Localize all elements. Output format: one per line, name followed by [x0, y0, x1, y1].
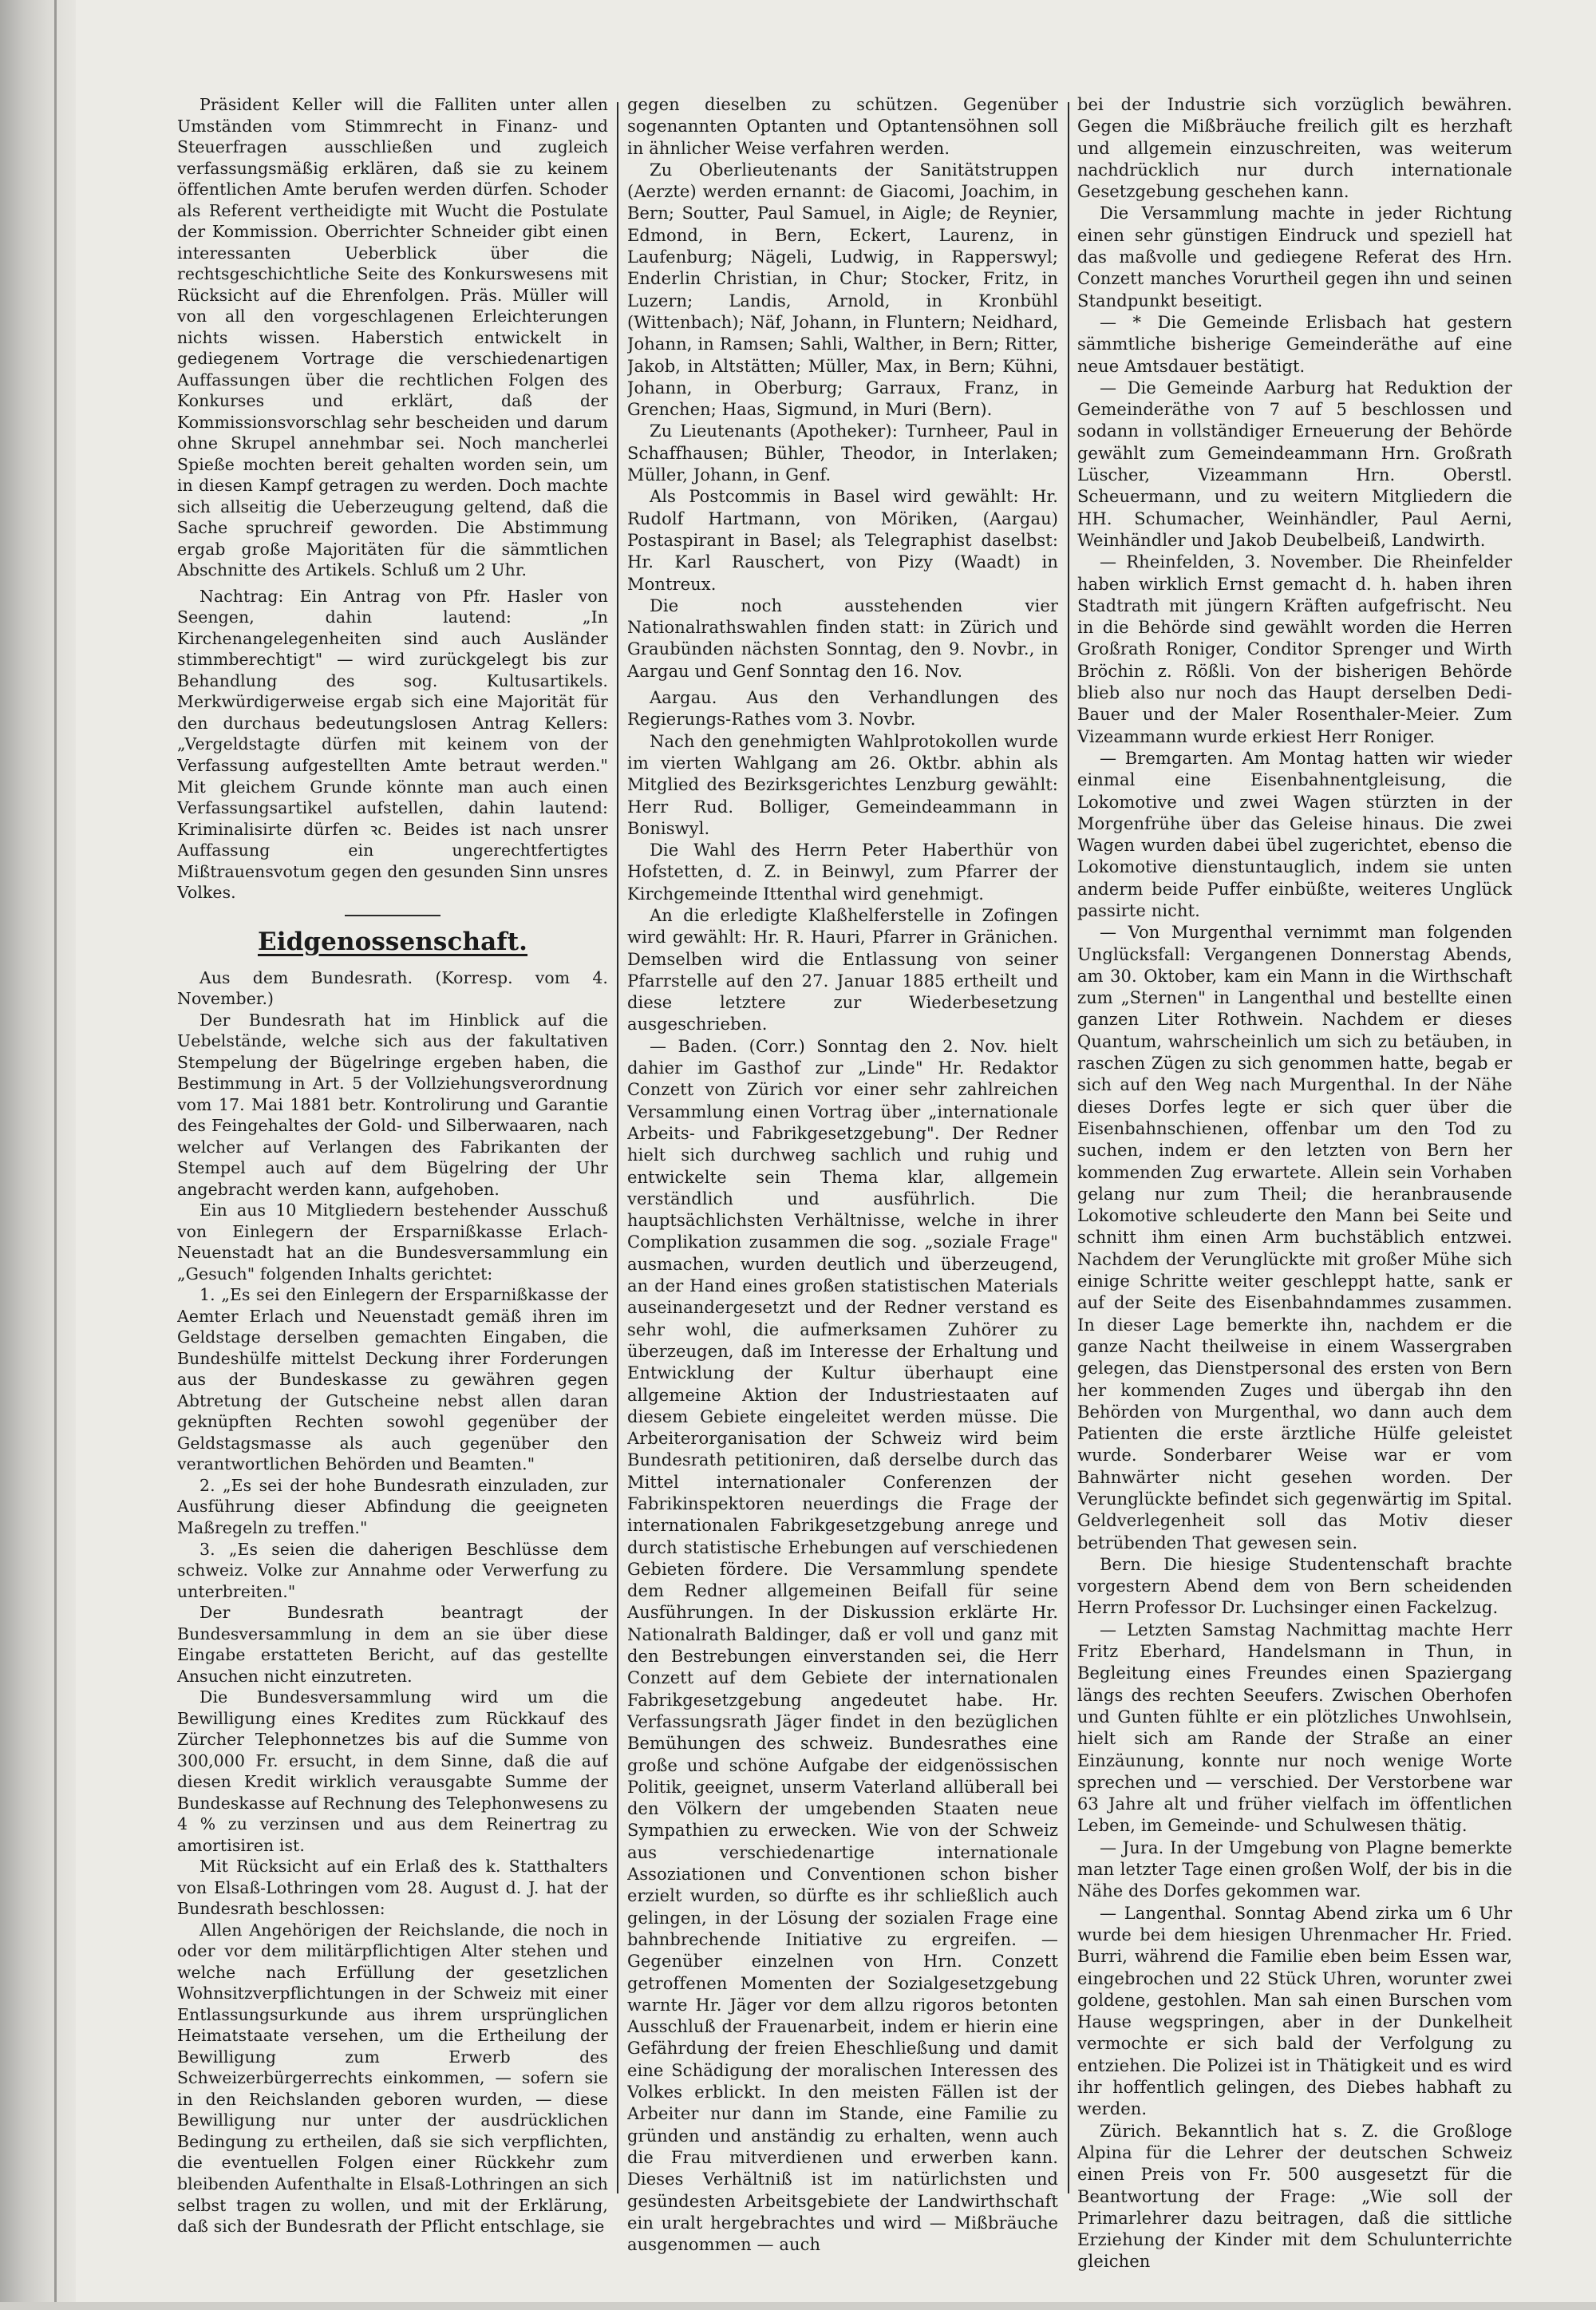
article-paragraph: gegen dieselben zu schützen. Gegenüber sogenannten Optanten und Optantensöhnen soll in ähnlicher Weise verfahren werden. [627, 95, 1058, 158]
article-paragraph: — Baden. (Corr.) Sonntag den 2. Nov. hielt dahier im Gasthof zur „Linde" Hr. Redaktor Conzett von Zürich vor einer sehr zahlreichen Versammlung einen Vortrag über „internationale Arbeits- und Fabrikgesetzgebung". Der Redner hielt sich durchweg sachlich und ruhig und entwickelte sein Thema klar, allgemein verständlich und ausführlich. Die hauptsächlichsten Verhältnisse, welche in ihrer Complikation zusammen die sog. „soziale Frage" ausmachen, wurden deutlich und überzeugend, an der Hand eines großen statistischen Materials auseinandergesetzt und der Redner verstand es sehr wohl, die aufmerksamen Zuhörer zu überzeugen, daß im Interesse der Erhaltung und Entwicklung der Kultur überhaupt eine allgemeine Aktion der Industriestaaten auf diesem Gebiete eingeleitet werden müsse. Die Arbeiterorganisation der Schweiz wird beim Bundesrath petitioniren, daß derselbe durch das Mittel internationaler Conferenzen der Fabrikinspektoren neuerdings die Frage der internationalen Fabrikgesetzgebung anrege und durch statistische Erhebungen auf verschiedenen Gebieten fördere. Die Versammlung spendete dem Redner allgemeinen Beifall für seine Ausführungen. In der Diskussion erklärte Hr. Nationalrath Baldinger, daß er voll und ganz mit den Bestrebungen einverstanden sei, die Herr Conzett auf dem Gebiete der internationalen Fabrikgesetzgebung angedeutet habe. Hr. Verfassungsrath Jäger findet in den bezüglichen Bemühungen des schweiz. Bundesrathes eine große und schöne Aufgabe der eidgenössischen Politik, geeignet, unserm Vaterland allüberall bei den Völkern der umgebenden Staaten neue Sympathien zu erwecken. Wie von der Schweiz aus verschiedenartige internationale Assoziationen und Conventionen schon bisher erzielt wurden, so dürfte es ihr schließlich auch gelingen, in der Lösung der sozialen Frage eine bahnbrechende Initiative zu ergreifen. — Gegenüber einzelnen von Hrn. Conzett getroffenen Momenten der Sozialgesetzgebung warnte Hr. Jäger vor dem allzu rigoros betonten Ausschluß der Frauenarbeit, indem er hierin eine Gefährdung der freien Eheschließung und damit eine Schädigung der moralischen Interessen des Volkes erblickt. In den meisten Fällen ist der Arbeiter nur dann im Stande, eine Familie zu gründen und anständig zu erhalten, wenn auch die Frau mitverdienen und erwerben kann. Dieses Verhältniß ist im natürlichsten und gesündesten Arbeitsgebiete der Landwirthschaft ein uralt hergebrachtes und wird — Mißbräuche ausgenommen — auch [627, 1036, 1058, 2255]
section-divider [345, 915, 440, 916]
article-paragraph: Der Bundesrath beantragt der Bundesversammlung in dem an sie über diese Eingabe erstatteten Bericht, auf das gestellte Ansuchen nicht einzutreten. [177, 1603, 608, 1686]
article-paragraph: Als Postcommis in Basel wird gewählt: Hr. Rudolf Hartmann, von Möriken, (Aargau) Postaspirant in Basel; als Telegraphist daselbst: Hr. Karl Rauschert, von Pizy (Waadt) in Montreux. [627, 487, 1058, 594]
article-paragraph: Aargau. Aus den Verhandlungen des Regierungs-Rathes vom 3. Novbr. [627, 688, 1058, 730]
article-paragraph: Die noch ausstehenden vier Nationalrathswahlen finden statt: in Zürich und Graubünden nächsten Sonntag, den 9. Novbr., in Aargau und Genf Sonntag den 16. Nov. [627, 595, 1058, 681]
article-paragraph: bei der Industrie sich vorzüglich bewähren. Gegen die Mißbräuche freilich gilt es herzhaft und allgemein einzuschreiten, was weiterum nachdrücklich nur durch internationale Gesetzgebung geschehen kann. [1077, 95, 1512, 202]
article-paragraph: Zu Lieutenants (Apotheker): Turnheer, Paul in Schaffhausen; Bühler, Theodor, in Interlaken; Müller, Johann, in Genf. [627, 421, 1058, 485]
article-paragraph: Präsident Keller will die Falliten unter allen Umständen vom Stimmrecht in Finanz- und Steuerfragen ausschließen und zugleich verfassungsmäßig erklären, daß sie zu keinem öffentlichen Amte berufen werden dürfen. Schoder als Referent vertheidigte mit Wucht die Postulate der Kommission. Oberrichter Schneider gibt einen interessanten Ueberblick über die rechtsgeschichtliche Seite des Konkurswesens mit Rücksicht auf die Ehrenfolgen. Präs. Müller will von all den vorgeschlagenen Erleichterungen nichts wissen. Haberstich entwickelt in gediegenem Vortrage die verschiedenartigen Auffassungen über die rechtlichen Folgen des Konkurses und erklärt, daß der Kommissionsvorschlag sehr bescheiden und darum ohne Skrupel annehmbar sei. Noch mancherlei Spieße mochten bereit gehalten worden sein, um in diesen Kampf getragen zu werden. Doch machte sich allseitig die Ueberzeugung geltend, daß die Sache spruchreif geworden. Die Abstimmung ergab große Majoritäten für die sämmtlichen Abschnitte des Artikels. Schluß um 2 Uhr. [177, 95, 608, 580]
article-paragraph: — Langenthal. Sonntag Abend zirka um 6 Uhr wurde bei dem hiesigen Uhrenmacher Hr. Fried. Burri, während die Familie eben beim Essen war, eingebrochen und 22 Stück Uhren, worunter zwei goldene, gestohlen. Man sah einen Burschen vom Hause wegspringen, aber in der Dunkelheit vermochte er sich bald der Verfolgung zu entziehen. Die Polizei ist in Thätigkeit und es wird ihr hoffentlich gelingen, des Diebes habhaft zu werden. [1077, 1903, 1512, 2119]
article-paragraph: Die Versammlung machte in jeder Richtung einen sehr günstigen Eindruck und speziell hat das maßvolle und gediegene Referat des Hrn. Conzett manches Vorurtheil gegen ihn und seinen Standpunkt beseitigt. [1077, 204, 1512, 311]
page-binding-edge [0, 0, 76, 2310]
article-paragraph: — Rheinfelden, 3. November. Die Rheinfelder haben wirklich Ernst gemacht d. h. haben ihren Stadtrath mit jüngern Kräften aufgefrischt. Neu in die Behörde sind gewählt worden die Herren Großrath Roniger, Conditor Sprenger und Wirth Bröchin z. Rößli. Von der bisherigen Behörde blieb also nur noch das Haupt derselben Dedi-Bauer und der Maler Rosenthaler-Meier. Zum Vizeammann wurde erkiest Herr Roniger. [1077, 552, 1512, 746]
article-paragraph: Die Wahl des Herrn Peter Haberthür von Hofstetten, d. Z. in Beinwyl, zum Pfarrer der Kirchgemeinde Ittenthal wird genehmigt. [627, 841, 1058, 904]
newspaper-column-1 [177, 94, 608, 2281]
article-paragraph: Mit Rücksicht auf ein Erlaß des k. Statthalters von Elsaß-Lothringen vom 28. August d. J. hat der Bundesrath beschlossen: [177, 1857, 608, 1919]
article-paragraph: Nachtrag: Ein Antrag von Pfr. Hasler von Seengen, dahin lautend: „In Kirchenangelegenheiten sind auch Ausländer stimmberechtigt" — wird zurückgelegt bis zur Behandlung des sog. Kultusartikels. Merkwürdigerweise ergab sich eine Majorität für den durchaus bedeutungslosen Antrag Kellers: „Vergeldstagte dürfen mit keinem von der Verfassung aufgestellten Amte betraut werden." Mit gleichem Grunde könnte man auch einen Verfassungsartikel aufstellen, dahin lautend: Kriminalisirte dürfen ꝛc. Beides ist nach unsrer Auffassung ein ungerechtfertigtes Mißtrauensvotum gegen den gesunden Sinn unsres Volkes. [177, 586, 608, 903]
article-paragraph: Der Bundesrath hat im Hinblick auf die Uebelstände, welche sich aus der fakultativen Stempelung der Bügelringe ergeben haben, die Bestimmung in Art. 5 der Vollziehungsverordnung vom 17. Mai 1881 betr. Kontrolirung und Garantie des Feingehaltes der Gold- und Silberwaaren, nach welcher auf Verlangen des Fabrikanten der Stempel auch auf dem Bügelring der Uhr angebracht werden kann, aufgehoben. [177, 1010, 608, 1199]
article-paragraph: Zu Oberlieutenants der Sanitätstruppen (Aerzte) werden ernannt: de Giacomi, Joachim, in Bern; Soutter, Paul Samuel, in Aigle; de Reynier, Edmond, in Bern, Eckert, Laurenz, in Laufenburg; Nägeli, Ludwig, in Rapperswyl; Enderlin Christian, in Chur; Stocker, Fritz, in Luzern; Landis, Arnold, in Kronbühl (Wittenbach); Näf, Johann, in Fluntern; Neidhard, Johann, in Ramsen; Sahli, Walther, in Bern; Ritter, Jakob, in Altstätten; Müller, Max, in Bern; Kühni, Johann, in Oberburg; Garraux, Franz, in Grenchen; Haas, Sigmund, in Muri (Bern). [627, 160, 1058, 420]
column-rule [1068, 102, 1069, 2193]
column-rule [617, 102, 618, 2193]
page-bottom-edge [0, 2302, 1596, 2310]
list-item: 1. „Es sei den Einlegern der Ersparnißkasse der Aemter Erlach und Neuenstadt gemäß ihren im Geldstage derselben gemachten Eingaben, die Bundeshülfe mittelst Deckung ihrer Forderungen aus der Bundeskasse zu gewähren gegen Abtretung der Gutscheine nebst allen daran geknüpften Rechten sowohl gegenüber der Geldstagsmasse als auch gegenüber den verantwortlichen Behörden und Beamten." [177, 1285, 608, 1474]
section-heading: Eidgenossenschaft. [257, 927, 528, 956]
article-paragraph: Allen Angehörigen der Reichslande, die noch in oder vor dem militärpflichtigen Alter stehen und welche nach Erfüllung der gesetzlichen Wohnsitzverpflichtungen in der Schweiz mit einer Entlassungsurkunde aus ihrem ursprünglichen Heimatstaate versehen, um die Ertheilung der Bewilligung zum Erwerb des Schweizerbürgerrechts einkommen, — sofern sie in den Reichslanden geboren wurden, — diese Bewilligung nur unter der ausdrücklichen Bedingung zu ertheilen, daß sie sich verpflichten, die eventuellen Folgen einer Rückkehr zum bleibenden Aufenthalte in Elsaß-Lothringen an sich selbst tragen zu wollen, und mit der Erklärung, daß sich der Bundesrath der Pflicht entschlage, sie [177, 1920, 608, 2237]
petition-list [177, 1284, 608, 1602]
article-paragraph: — Die Gemeinde Aarburg hat Reduktion der Gemeinderäthe von 7 auf 5 beschlossen und sodann in vollständiger Erneuerung der Behörde gewählt zum Gemeindeammann Hrn. Großrath Lüscher, Vizeammann Hrn. Oberstl. Scheuermann, und zu weitern Mitgliedern die HH. Schumacher, Weinhändler, Paul Aerni, Weinhändler und Jakob Deubelbeiß, Landwirth. [1077, 378, 1512, 550]
article-paragraph: Bern. Die hiesige Studentenschaft brachte vorgestern Abend dem von Bern scheidenden Herrn Professor Dr. Luchsinger einen Fackelzug. [1077, 1554, 1512, 1618]
article-paragraph: An die erledigte Klaßhelferstelle in Zofingen wird gewählt: Hr. R. Hauri, Pfarrer in Gränichen. Demselben wird die Entlassung von seiner Pfarrstelle auf den 27. Januar 1885 ertheilt und diese letztere zur Wiederbesetzung ausgeschrieben. [627, 905, 1058, 1034]
article-paragraph: — Jura. In der Umgebung von Plagne bemerkte man letzter Tage einen großen Wolf, der bis in die Nähe des Dorfes gekommen war. [1077, 1837, 1512, 1901]
article-paragraph: Aus dem Bundesrath. (Korresp. vom 4. November.) [177, 967, 608, 1009]
list-item: 2. „Es sei der hohe Bundesrath einzuladen, zur Ausführung dieser Abfindung die geeigneten Maßregeln zu treffen." [177, 1475, 608, 1537]
newspaper-column-3 [1077, 94, 1512, 2281]
article-paragraph: — * Die Gemeinde Erlisbach hat gestern sämmtliche bisherige Gemeinderäthe auf eine neue Amtsdauer bestätigt. [1077, 312, 1512, 376]
article-paragraph: — Letzten Samstag Nachmittag machte Herr Fritz Eberhard, Handelsmann in Thun, in Begleitung eines Freundes einen Spaziergang längs des rechten Seeufers. Zwischen Oberhofen und Gunten fühlte er ein plötzliches Unwohlsein, hielt sich am Rande der Straße an einer Einzäunung, konnte nur noch wenige Worte sprechen und — verschied. Der Verstorbene war 63 Jahre alt und früher vielfach im öffentlichen Leben, im Gemeinde- und Schulwesen thätig. [1077, 1620, 1512, 1836]
article-paragraph: Die Bundesversammlung wird um die Bewilligung eines Kredites zum Rückkauf des Zürcher Telephonnetzes bis auf die Summe von 300,000 Fr. ersucht, in dem Sinne, daß die auf diesen Kredit wirklich verausgabte Summe der Bundeskasse auf Rechnung des Telephonwesens zu 4 % zu verzinsen und aus dem Reinertrag zu amortisiren ist. [177, 1687, 608, 1855]
article-paragraph: Nach den genehmigten Wahlprotokollen wurde im vierten Wahlgang am 26. Oktbr. abhin als Mitglied des Bezirksgerichtes Lenzburg gewählt: Herr Rud. Bolliger, Gemeindeammann in Boniswyl. [627, 731, 1058, 838]
newspaper-column-2 [627, 94, 1058, 2281]
article-paragraph: — Von Murgenthal vernimmt man folgenden Unglücksfall: Vergangenen Donnerstag Abends, am 30. Oktober, kam ein Mann in die Wirthschaft zum „Sternen" in Langenthal und bestellte einen ganzen Liter Rothwein. Nachdem er dieses Quantum, wahrscheinlich um sich zu betäuben, in raschen Zügen zu sich genommen hatte, begab er sich auf den Weg nach Murgenthal. In der Nähe dieses Dorfes legte er sich quer über die Eisenbahnschienen, offenbar um den Tod zu suchen, indem er den letzten von Bern her kommenden Zug erwartete. Allein sein Vorhaben gelang nur zum Theil; die heranbrausende Lokomotive schleuderte den Mann bei Seite und schnitt ihm einen Arm buchstäblich entzwei. Nachdem der Verunglückte mit großer Mühe sich einige Schritte weiter geschleppt hatte, sank er auf der Seite des Eisenbahndammes zusammen. In dieser Lage bemerkte ihn, nachdem er die ganze Nacht theilweise in einem Wassergraben gelegen, das Dienstpersonal des ersten von Bern her kommenden Zuges und übergab ihn den Behörden von Murgenthal, wo dann auch dem Patienten die erste ärztliche Hülfe geleistet wurde. Sonderbarer Weise war er vom Bahnwärter nicht gesehen worden. Der Verunglückte befindet sich gegenwärtig im Spital. Geldverlegenheit soll das Motiv dieser betrübenden That gewesen sein. [1077, 923, 1512, 1553]
article-paragraph: — Bremgarten. Am Montag hatten wir wieder einmal eine Eisenbahnentgleisung, die Lokomotive und zwei Wagen stürzten in der Morgenfrühe über das Geleise hinaus. Die zwei Wagen wurden dabei übel zugerichtet, ebenso die Lokomotive dienstuntauglich, indem sie unten anderm beide Puffer einbüßte, weiteres Unglück passirte nicht. [1077, 748, 1512, 920]
article-paragraph: Zürich. Bekanntlich hat s. Z. die Großloge Alpina für die Lehrer der deutschen Schweiz einen Preis von Fr. 500 ausgesetzt für die Beantwortung der Frage: „Wie soll der Primarlehrer dazu beitragen, daß die sittliche Erziehung der Kinder mit dem Schulunterrichte gleichen [1077, 2121, 1512, 2272]
list-item: 3. „Es seien die daherigen Beschlüsse dem schweiz. Volke zur Annahme oder Verwerfung zu unterbreiten." [177, 1539, 608, 1601]
article-paragraph: Ein aus 10 Mitgliedern bestehender Ausschuß von Einlegern der Ersparnißkasse Erlach-Neuenstadt hat an die Bundesversammlung ein „Gesuch" folgenden Inhalts gerichtet: [177, 1200, 608, 1284]
